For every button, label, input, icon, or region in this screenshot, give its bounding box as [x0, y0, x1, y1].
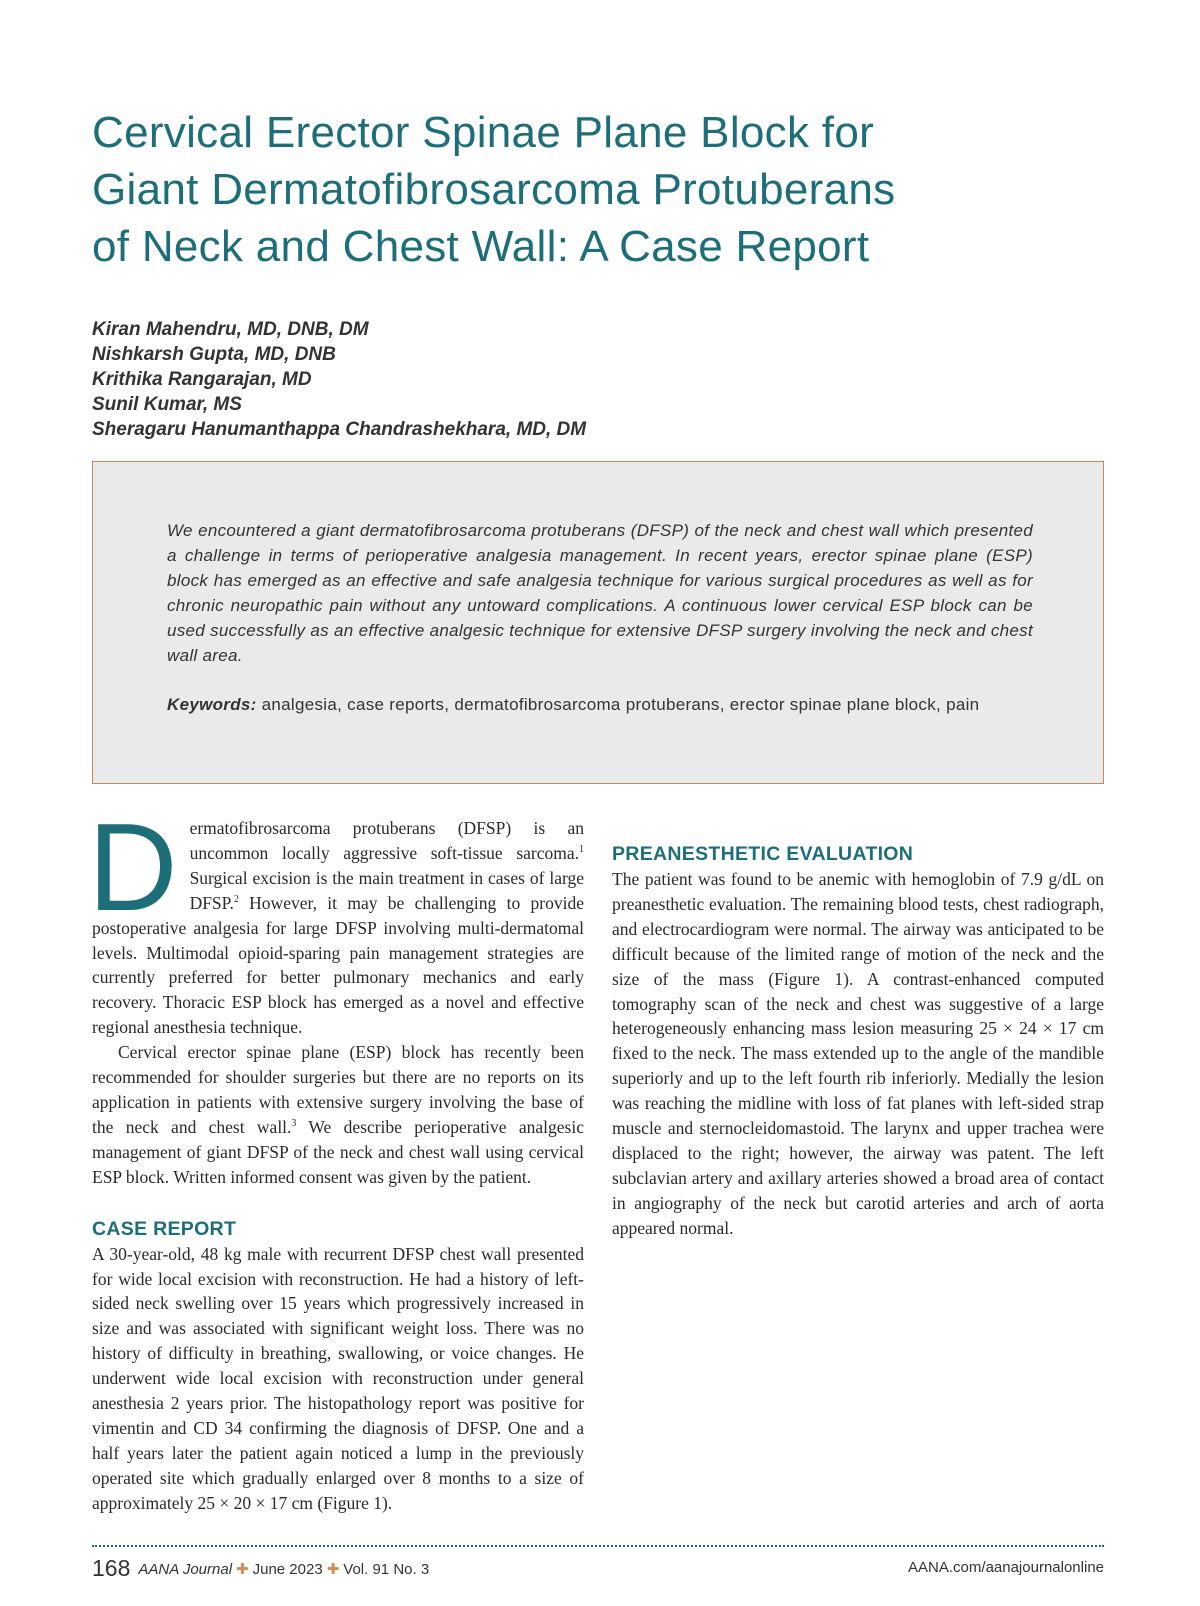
intro-text: However, it may be challenging to provide postoperative analgesia for large DFSP involving multi-dermatomal levels. Multimodal opioid-sparing pain management strategies are currently preferred for better pulmonary mechanics and early recovery. Thoracic ESP block has emerged as a novel and effective regional anesthesia technique. [92, 892, 584, 1038]
section-heading-preanesthetic: PREANESTHETIC EVALUATION [612, 843, 914, 865]
keywords [167, 692, 1033, 717]
case-report-paragraph: A 30-year-old, 48 kg male with recurrent DFSP chest wall presented for wide local excision with reconstruction. He had a history of left-sided neck swelling over 15 years which progressively increased in size and was associated with significant weight loss. There was no history of difficulty in breathing, swallowing, or voice changes. He underwent wide local excision with reconstruction under general anesthesia 2 years prior. The histopathology report was positive for vimentin and CD 34 confirming the diagnosis of DFSP. One and a half years later the patient again noticed a lump in the previously operated site which gradually enlarged over 8 months to a size of approximately 25 × 20 × 17 cm (Figure 1). [92, 1243, 584, 1513]
drop-cap: D [88, 799, 178, 937]
reference-1[interactable]: 1 [579, 844, 584, 856]
issue-date: June 2023 [252, 1561, 323, 1578]
author: Krithika Rangarajan, MD [92, 369, 312, 390]
author: Nishkarsh Gupta, MD, DNB [92, 344, 336, 365]
author: Kiran Mahendru, MD, DNB, DM [92, 319, 369, 340]
author: Sunil Kumar, MS [92, 394, 242, 415]
journal-name: AANA Journal [138, 1561, 233, 1578]
author-list [92, 317, 586, 442]
footer-divider [92, 1545, 1104, 1547]
section-heading-case-report: CASE REPORT [92, 1217, 237, 1240]
intro-paragraph-2 [92, 1040, 584, 1189]
intro-text: ermatofibrosarcoma protuberans (DFSP) is an uncommon locally aggressive soft-tissue sarcoma. [189, 818, 584, 863]
reference-3[interactable]: 3 [291, 1118, 297, 1130]
intro-text: Cervical erector spinae plane (ESP) block has recently been recommended for shoulder surgeries but there are no reports on its application in patients with extensive surgery involving the base of the neck and chest wall. [92, 1042, 584, 1137]
page-number: 168 [92, 1555, 131, 1581]
body-column-right [612, 816, 1104, 1241]
footer-citation [92, 1555, 429, 1582]
title-line: Giant Dermatofibrosarcoma Protuberans [92, 165, 896, 214]
intro-text: Surgical excision is the main treatment in cases of large DFSP. [189, 867, 584, 913]
journal-url-link[interactable]: AANA.com/aanajournalonline [908, 1559, 1104, 1576]
title-line: Cervical Erector Spinae Plane Block for [92, 108, 875, 157]
keywords-list: analgesia, case reports, dermatofibrosarcoma protuberans, erector spinae plane block, pain [261, 695, 980, 714]
intro-paragraph [88, 799, 584, 1040]
keywords-label: Keywords: [167, 695, 257, 714]
plus-separator-icon: ✚ [326, 1561, 340, 1578]
reference-2[interactable]: 2 [233, 893, 239, 905]
page-footer [92, 1555, 1104, 1585]
issue-number: No. 3 [393, 1561, 430, 1578]
volume: Vol. 91 [343, 1561, 390, 1578]
author: Sheragaru Hanumanthappa Chandrashekhara, MD, DM [92, 419, 587, 440]
abstract-box [92, 461, 1104, 784]
title-line: of Neck and Chest Wall: A Case Report [92, 222, 870, 271]
plus-separator-icon: ✚ [236, 1561, 249, 1578]
abstract-text: We encountered a giant dermatofibrosarcoma protuberans (DFSP) of the neck and chest wall which presented a challenge in terms of perioperative analgesia management. In recent years, erector spinae plane (ESP) block has emerged as an effective and safe analgesia technique for various surgical procedures as well as for chronic neuropathic pain without any untoward complications. A continuous lower cervical ESP block can be used successfully as an effective analgesic technique for extensive DFSP surgery involving the neck and chest wall area. [167, 521, 1033, 665]
intro-text: We describe perioperative analgesic management of giant DFSP of the neck and chest wall using cervical ESP block. Written informed consent was given by the patient. [92, 1116, 584, 1187]
article-title [92, 104, 1092, 275]
body-column-left [88, 799, 584, 1516]
preanesthetic-paragraph: The patient was found to be anemic with hemoglobin of 7.9 g/dL on preanesthetic evaluation. The remaining blood tests, chest radiograph, and electrocardiogram were normal. The airway was anticipated to be difficult because of the limited range of motion of the neck and the size of the mass (Figure 1). A contrast-enhanced computed tomography scan of the neck and chest was suggestive of a large heterogeneously enhancing mass lesion measuring 25 × 24 × 17 cm fixed to the neck. The mass extended up to the angle of the mandible superiorly and up to the left fourth rib inferiorly. Medially the lesion was reaching the midline with loss of fat planes with left-sided strap muscle and sternocleidomastoid. The larynx and upper trachea were displaced to the right; however, the airway was patent. The left subclavian artery and axillary arteries showed a broad area of contact in angiography of the neck but carotid arteries and arch of aorta appeared normal. [612, 869, 1104, 1238]
